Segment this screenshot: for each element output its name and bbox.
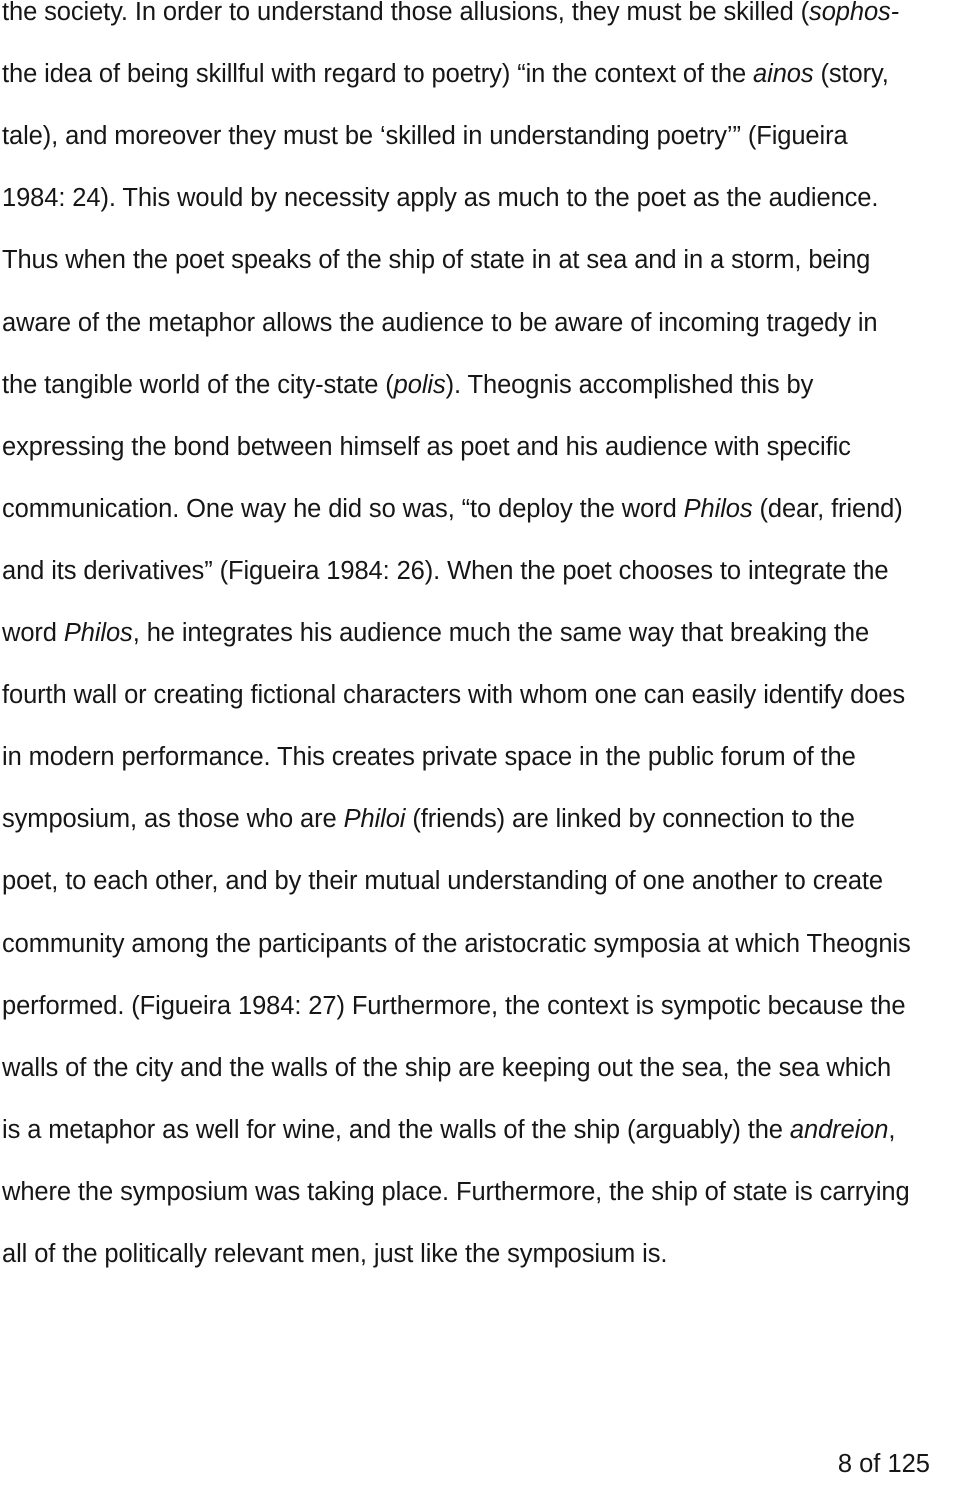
text-line	[2, 990, 905, 1022]
text-span: word	[2, 619, 64, 647]
text-line	[2, 1114, 895, 1146]
text-line	[2, 244, 870, 276]
text-line	[2, 369, 813, 401]
text-line	[2, 555, 888, 587]
text-span: where the symposium was taking place. Furthermore, the ship of state is carrying	[2, 1177, 910, 1206]
italic-term: sophos-	[809, 0, 900, 26]
text-span: fourth wall or creating fictional characters with whom one can easily identify does	[2, 681, 906, 710]
italic-term: ainos	[753, 60, 814, 89]
text-span: ,	[888, 1115, 896, 1144]
text-line	[2, 741, 856, 773]
text-span: performed. (Figueira 1984: 27) Furthermore, the context is sympotic because the	[2, 991, 906, 1020]
text-line	[2, 0, 899, 28]
text-line	[2, 182, 878, 214]
text-span: symposium, as those who are	[2, 805, 344, 834]
italic-term: polis	[393, 370, 446, 399]
text-span: and its derivatives” (Figueira 1984: 26). When the poet chooses to integrate the	[2, 556, 889, 585]
text-span: the tangible world of the city-state (	[2, 370, 394, 399]
italic-term: andreion	[789, 1115, 889, 1144]
text-span: community among the participants of the aristocratic symposia at which Theognis	[2, 929, 911, 958]
text-span: all of the politically relevant men, just like the symposium is.	[2, 1240, 668, 1268]
text-line	[2, 865, 883, 897]
text-span: expressing the bond between himself as poet and his audience with specific	[2, 432, 851, 461]
text-span: communication. One way he did so was, “to deploy the word	[2, 494, 684, 523]
text-line	[2, 1238, 667, 1270]
text-span: in modern performance. This creates private space in the public forum of the	[2, 743, 856, 772]
text-line	[2, 58, 889, 90]
text-line	[2, 803, 855, 835]
text-line	[2, 617, 869, 649]
italic-term: Philos	[63, 619, 133, 647]
italic-term: Philos	[683, 494, 753, 523]
text-span: poet, to each other, and by their mutual understanding of one another to create	[2, 867, 883, 896]
text-span: is a metaphor as well for wine, and the walls of the ship (arguably) the	[2, 1115, 790, 1144]
text-span: the society. In order to understand those allusions, they must be skilled (	[2, 0, 810, 26]
text-span: (friends) are linked by connection to the	[405, 805, 855, 834]
text-span: 1984: 24). This would by necessity apply as much to the poet as the audience.	[2, 184, 879, 213]
text-span: walls of the city and the walls of the ship are keeping out the sea, the sea which	[2, 1053, 892, 1082]
text-line	[2, 307, 878, 339]
text-span: the idea of being skillful with regard to poetry) “in the context of the	[2, 60, 754, 89]
text-span: ). Theognis accomplished this by	[445, 370, 814, 399]
text-line	[2, 431, 851, 463]
text-span: , he integrates his audience much the same way that breaking the	[132, 619, 870, 647]
text-line	[2, 493, 903, 525]
text-line	[2, 679, 905, 711]
text-span: tale), and moreover they must be ‘skilled in understanding poetry’” (Figueira	[2, 122, 848, 151]
text-span: aware of the metaphor allows the audience to be aware of incoming tragedy in	[2, 308, 878, 337]
text-line	[2, 120, 848, 152]
text-line	[2, 1052, 891, 1084]
italic-term: Philoi	[343, 805, 406, 834]
text-span: Thus when the poet speaks of the ship of state in at sea and in a storm, being	[2, 246, 871, 275]
page-number: 8 of 125	[837, 1450, 930, 1478]
text-span: (dear, friend)	[752, 494, 903, 523]
text-line	[2, 1176, 910, 1208]
text-line	[2, 928, 911, 960]
text-span: (story,	[813, 60, 889, 89]
